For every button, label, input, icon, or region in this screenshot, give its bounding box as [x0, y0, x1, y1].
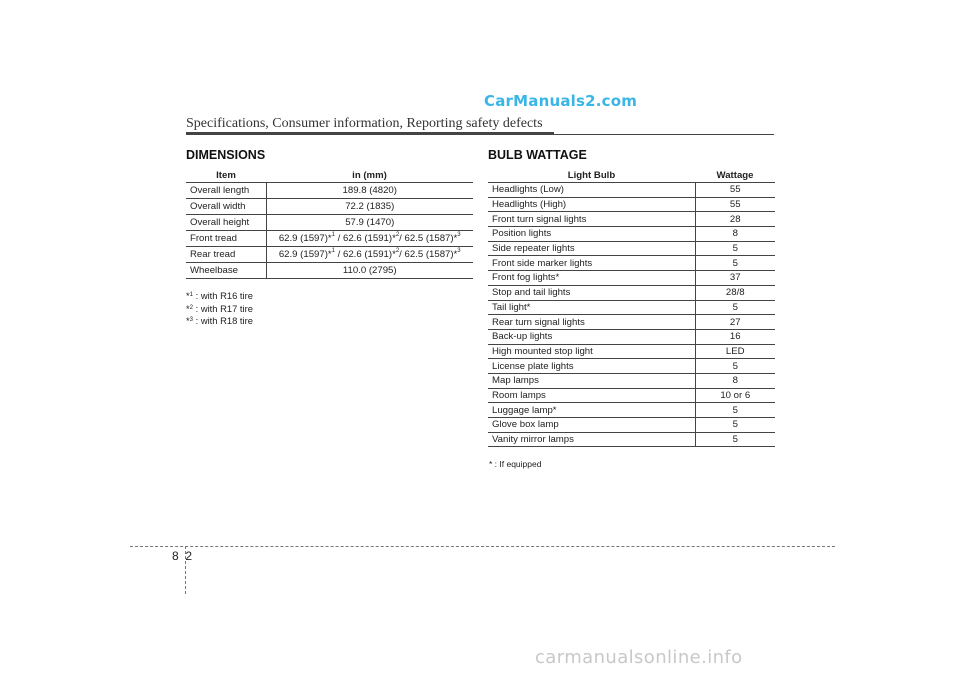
table-row [488, 227, 775, 242]
dimension-value: 189.8 (4820) [266, 183, 473, 199]
dimension-item: Wheelbase [186, 263, 266, 279]
dimension-value [266, 231, 473, 247]
table-header-row [186, 168, 473, 183]
footnote-line [186, 290, 253, 303]
table-header-row [488, 168, 775, 183]
bulb-wattage: LED [695, 344, 775, 359]
table-row [488, 359, 775, 374]
table-row [488, 241, 775, 256]
dimension-item: Overall width [186, 199, 266, 215]
bulb-wattage: 37 [695, 271, 775, 286]
bulb-wattage: 28 [695, 212, 775, 227]
footnote-asterisk: * [186, 315, 190, 326]
bulb-name: Back-up lights [488, 329, 695, 344]
bulb-wattage: 5 [695, 403, 775, 418]
footnote-asterisk: * [186, 290, 190, 301]
table-row [186, 263, 473, 279]
bulb-name: Glove box lamp [488, 418, 695, 433]
footnote-mark: 3 [457, 248, 461, 254]
dimensions-table [186, 168, 473, 279]
dimension-item: Rear tread [186, 247, 266, 263]
watermark-carmanualsonline: carmanualsonline.info [535, 647, 743, 668]
table-row [488, 285, 775, 300]
bulb-name: High mounted stop light [488, 344, 695, 359]
bulb-wattage: 8 [695, 227, 775, 242]
table-row [488, 256, 775, 271]
dimension-value [266, 247, 473, 263]
table-row [488, 432, 775, 447]
bulb-wattage: 28/8 [695, 285, 775, 300]
table-row [186, 247, 473, 263]
table-row [488, 373, 775, 388]
table-row [488, 403, 775, 418]
footnote-mark: 1 [331, 248, 335, 254]
bulb-name: Stop and tail lights [488, 285, 695, 300]
table-row [488, 183, 775, 198]
bulb-wattage-table [488, 168, 775, 447]
bulb-name: Room lamps [488, 388, 695, 403]
table-row [186, 199, 473, 215]
watermark-carmanuals2: CarManuals2.com [484, 92, 638, 110]
bulb-name: Map lamps [488, 373, 695, 388]
column-header-item: Item [186, 168, 266, 183]
footnote-mark: 1 [331, 232, 335, 238]
bulb-wattage: 55 [695, 183, 775, 198]
footnote-text: : with R17 tire [193, 302, 253, 314]
dimension-item: Front tread [186, 231, 266, 247]
bulb-name: Position lights [488, 227, 695, 242]
bulb-wattage: 5 [695, 432, 775, 447]
header-rule-thin [554, 134, 774, 135]
dimension-value: 72.2 (1835) [266, 199, 473, 215]
footnote-mark: 2 [395, 232, 400, 238]
dimension-value: 110.0 (2795) [266, 263, 473, 279]
tread-value: / 62.6 (1591)* [335, 233, 396, 244]
dimensions-title: DIMENSIONS [186, 148, 266, 162]
table-row [488, 329, 775, 344]
column-header-wattage: Wattage [695, 168, 775, 183]
column-header-value: in (mm) [266, 168, 473, 183]
footnote-text: : with R18 tire [193, 315, 253, 326]
dimension-item: Overall length [186, 183, 266, 199]
tread-value: 62.9 (1597)* [278, 249, 332, 260]
footer-dashed-rule [130, 546, 835, 547]
bulb-name: Tail light* [488, 300, 695, 315]
bulb-wattage: 5 [695, 418, 775, 433]
footnote-number: 3 [189, 317, 193, 323]
table-row [488, 315, 775, 330]
bulb-wattage: 8 [695, 373, 775, 388]
bulb-wattage: 5 [695, 241, 775, 256]
page-section-number: 8 [172, 549, 179, 563]
table-row [488, 212, 775, 227]
footnote-mark: 2 [395, 248, 400, 254]
table-row [488, 418, 775, 433]
bulb-name: Luggage lamp* [488, 403, 695, 418]
bulb-wattage: 16 [695, 329, 775, 344]
footnote-asterisk: * [186, 302, 190, 314]
bulb-wattage: 55 [695, 197, 775, 212]
tread-value: / 62.6 (1591)* [335, 249, 396, 260]
column-header-light-bulb: Light Bulb [488, 168, 695, 183]
footnote-mark: 3 [457, 232, 461, 238]
footnote-text: : with R16 tire [193, 290, 253, 301]
bulb-name: Side repeater lights [488, 241, 695, 256]
bulb-wattage: 27 [695, 315, 775, 330]
dimension-value: 57.9 (1470) [266, 215, 473, 231]
bulb-name: Front fog lights* [488, 271, 695, 286]
page-number [172, 549, 192, 563]
table-row [488, 388, 775, 403]
bulb-footnote: * : If equipped [489, 459, 542, 469]
footnote-line [186, 303, 253, 316]
table-row [186, 215, 473, 231]
bulb-wattage-title: BULB WATTAGE [488, 148, 587, 162]
table-row [186, 231, 473, 247]
bulb-wattage: 10 or 6 [695, 388, 775, 403]
footnote-line [186, 315, 253, 328]
bulb-name: Front turn signal lights [488, 212, 695, 227]
tread-value: / 62.5 (1587)* [399, 233, 458, 244]
dimension-item: Overall height [186, 215, 266, 231]
bulb-name: Headlights (High) [488, 197, 695, 212]
page-header-title: Specifications, Consumer information, Reporting safety defects [186, 116, 543, 131]
table-row [488, 344, 775, 359]
tread-value: / 62.5 (1587)* [399, 249, 458, 260]
dimensions-footnotes [186, 290, 253, 328]
bulb-name: License plate lights [488, 359, 695, 374]
bulb-name: Front side marker lights [488, 256, 695, 271]
header-rule-thick [186, 132, 554, 135]
bulb-name: Headlights (Low) [488, 183, 695, 198]
bulb-name: Rear turn signal lights [488, 315, 695, 330]
footnote-number: 2 [189, 304, 193, 311]
tread-value: 62.9 (1597)* [278, 233, 332, 244]
bulb-wattage: 5 [695, 359, 775, 374]
page-sub-number: 2 [185, 549, 193, 563]
bulb-wattage: 5 [695, 256, 775, 271]
table-row [186, 183, 473, 199]
table-row [488, 271, 775, 286]
table-row [488, 300, 775, 315]
footnote-number: 1 [189, 292, 193, 298]
table-row [488, 197, 775, 212]
bulb-name: Vanity mirror lamps [488, 432, 695, 447]
bulb-wattage: 5 [695, 300, 775, 315]
